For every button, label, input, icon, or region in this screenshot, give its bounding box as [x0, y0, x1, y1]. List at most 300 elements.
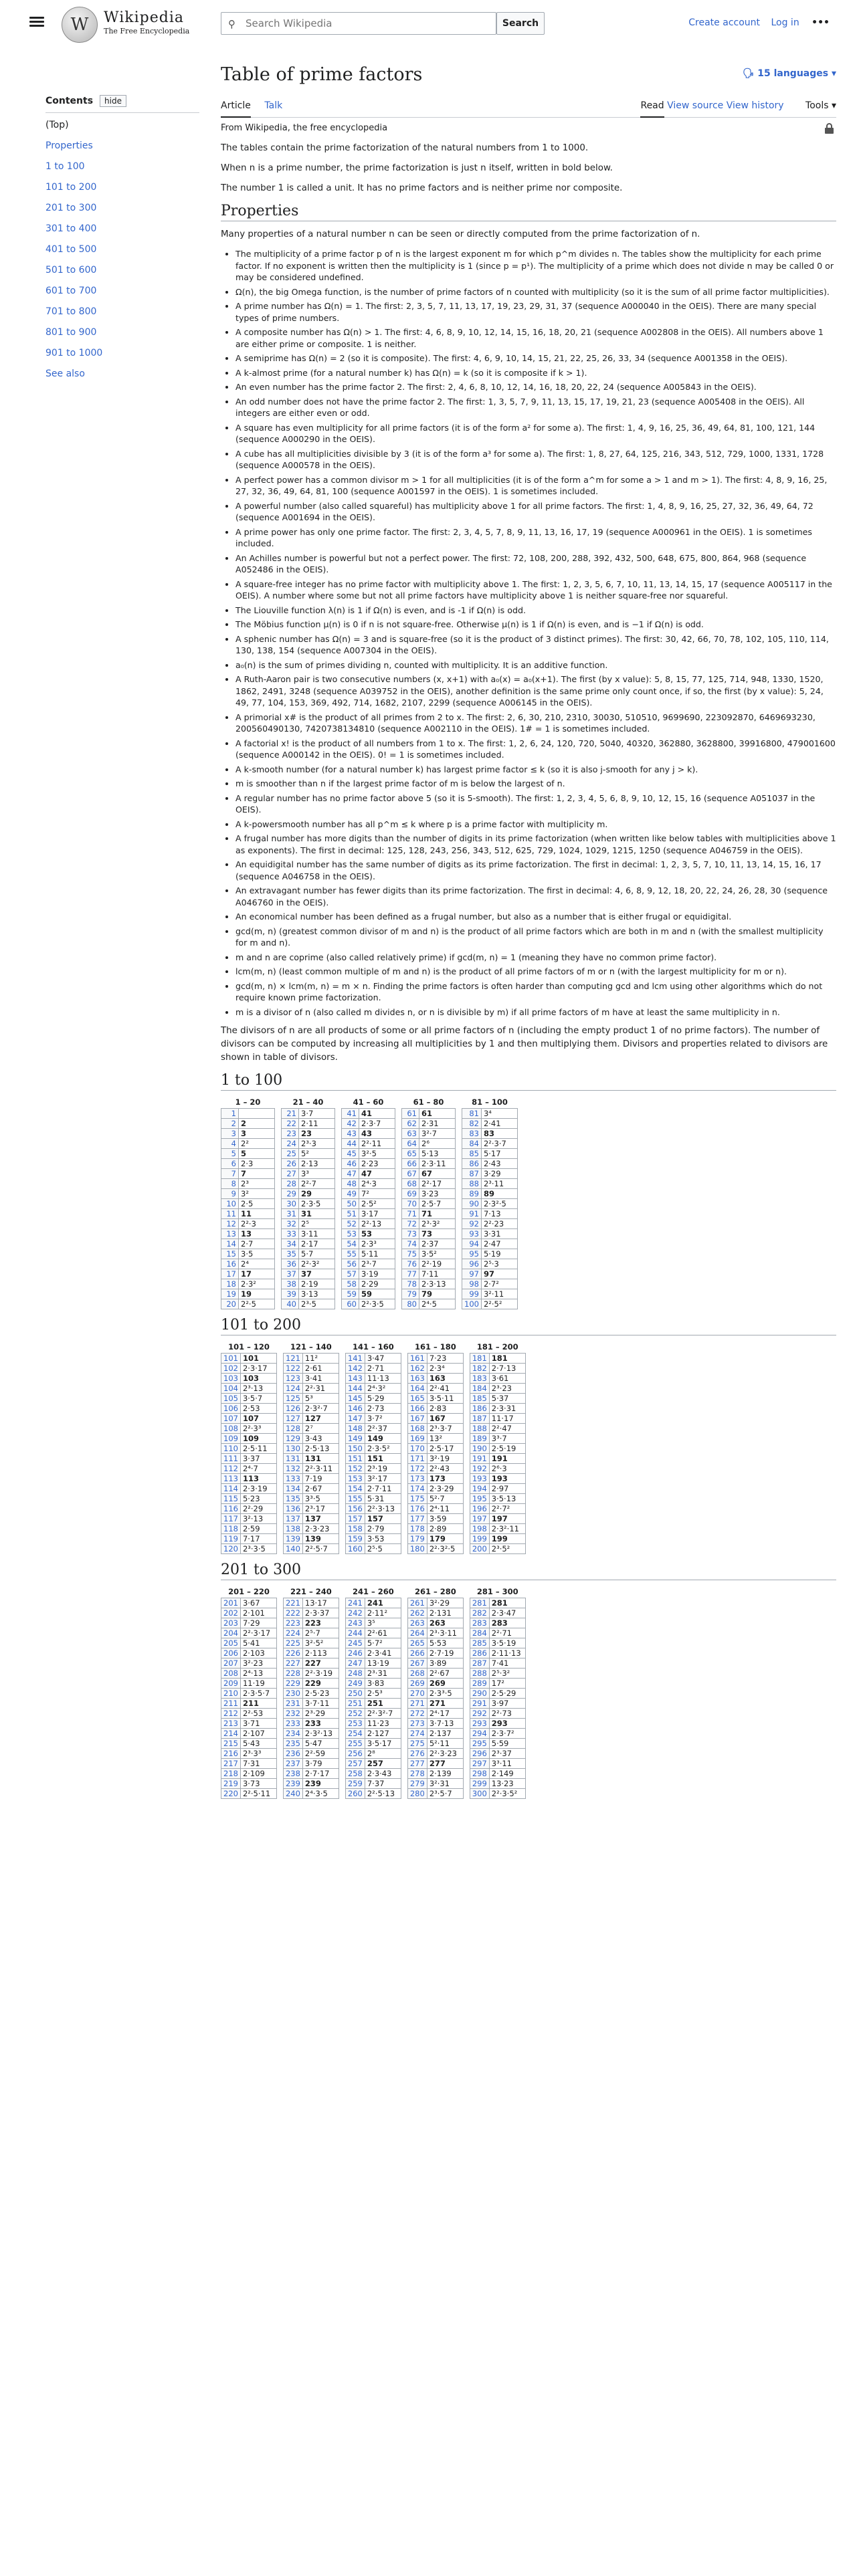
number-cell[interactable]: 215 — [221, 1739, 241, 1749]
number-cell[interactable]: 100 — [462, 1299, 482, 1309]
number-cell[interactable]: 101 — [221, 1354, 241, 1364]
toc-item[interactable]: 101 to 200 — [45, 182, 97, 193]
number-cell[interactable]: 236 — [283, 1749, 302, 1759]
number-cell[interactable]: 257 — [345, 1759, 365, 1769]
number-cell[interactable]: 121 — [283, 1354, 302, 1364]
number-cell[interactable]: 189 — [470, 1434, 489, 1444]
number-cell[interactable]: 248 — [345, 1669, 365, 1679]
toc-item[interactable]: See also — [45, 368, 85, 379]
number-cell[interactable]: 96 — [462, 1259, 482, 1269]
number-cell[interactable]: 35 — [282, 1249, 299, 1259]
tab-article[interactable]: Article — [221, 100, 251, 118]
number-cell[interactable]: 141 — [345, 1354, 365, 1364]
number-cell[interactable]: 193 — [470, 1474, 489, 1484]
number-cell[interactable]: 37 — [282, 1269, 299, 1279]
number-cell[interactable]: 200 — [470, 1544, 489, 1554]
number-cell[interactable]: 166 — [407, 1404, 427, 1414]
number-cell[interactable]: 88 — [462, 1179, 482, 1189]
tab-read[interactable]: Read — [640, 100, 664, 118]
wordmark[interactable] — [104, 9, 189, 35]
number-cell[interactable]: 260 — [345, 1789, 365, 1799]
number-cell[interactable]: 281 — [470, 1598, 489, 1608]
number-cell[interactable]: 297 — [470, 1759, 489, 1769]
number-cell[interactable]: 125 — [283, 1394, 302, 1404]
number-cell[interactable]: 148 — [345, 1424, 365, 1434]
number-cell[interactable]: 207 — [221, 1658, 241, 1669]
toc-item[interactable]: Properties — [45, 140, 93, 151]
number-cell[interactable]: 280 — [407, 1789, 427, 1799]
number-cell[interactable]: 177 — [407, 1514, 427, 1524]
number-cell[interactable]: 225 — [283, 1638, 302, 1648]
number-cell[interactable]: 204 — [221, 1628, 241, 1638]
number-cell[interactable]: 31 — [282, 1209, 299, 1219]
number-cell[interactable]: 203 — [221, 1618, 241, 1628]
number-cell[interactable]: 82 — [462, 1119, 482, 1129]
number-cell[interactable]: 16 — [221, 1259, 239, 1269]
number-cell[interactable]: 39 — [282, 1289, 299, 1299]
number-cell[interactable]: 76 — [402, 1259, 419, 1269]
number-cell[interactable]: 229 — [283, 1679, 302, 1689]
number-cell[interactable]: 52 — [342, 1219, 359, 1229]
number-cell[interactable]: 270 — [407, 1689, 427, 1699]
number-cell[interactable]: 201 — [221, 1598, 241, 1608]
number-cell[interactable]: 184 — [470, 1384, 489, 1394]
number-cell[interactable]: 81 — [462, 1109, 482, 1119]
number-cell[interactable]: 234 — [283, 1729, 302, 1739]
main-menu-icon[interactable] — [29, 15, 44, 28]
number-cell[interactable]: 296 — [470, 1749, 489, 1759]
wikipedia-logo[interactable]: W — [62, 7, 98, 43]
toc-item[interactable]: (Top) — [45, 120, 69, 130]
number-cell[interactable]: 131 — [283, 1454, 302, 1464]
number-cell[interactable]: 176 — [407, 1504, 427, 1514]
number-cell[interactable]: 299 — [470, 1779, 489, 1789]
number-cell[interactable]: 289 — [470, 1679, 489, 1689]
toc-item[interactable]: 301 to 400 — [45, 223, 97, 234]
number-cell[interactable]: 269 — [407, 1679, 427, 1689]
number-cell[interactable]: 195 — [470, 1494, 489, 1504]
number-cell[interactable]: 221 — [283, 1598, 302, 1608]
login-link[interactable]: Log in — [771, 17, 799, 28]
number-cell[interactable]: 67 — [402, 1169, 419, 1179]
number-cell[interactable]: 102 — [221, 1364, 241, 1374]
number-cell[interactable]: 261 — [407, 1598, 427, 1608]
number-cell[interactable]: 51 — [342, 1209, 359, 1219]
number-cell[interactable]: 2 — [221, 1119, 239, 1129]
number-cell[interactable]: 5 — [221, 1149, 239, 1159]
number-cell[interactable]: 108 — [221, 1424, 241, 1434]
number-cell[interactable]: 209 — [221, 1679, 241, 1689]
number-cell[interactable]: 74 — [402, 1239, 419, 1249]
number-cell[interactable]: 122 — [283, 1364, 302, 1374]
number-cell[interactable]: 54 — [342, 1239, 359, 1249]
number-cell[interactable]: 19 — [221, 1289, 239, 1299]
number-cell[interactable]: 134 — [283, 1484, 302, 1494]
number-cell[interactable]: 198 — [470, 1524, 489, 1534]
number-cell[interactable]: 110 — [221, 1444, 241, 1454]
number-cell[interactable]: 188 — [470, 1424, 489, 1434]
number-cell[interactable]: 246 — [345, 1648, 365, 1658]
number-cell[interactable]: 30 — [282, 1199, 299, 1209]
number-cell[interactable]: 50 — [342, 1199, 359, 1209]
number-cell[interactable]: 278 — [407, 1769, 427, 1779]
number-cell[interactable]: 271 — [407, 1699, 427, 1709]
number-cell[interactable]: 105 — [221, 1394, 241, 1404]
number-cell[interactable]: 173 — [407, 1474, 427, 1484]
number-cell[interactable]: 256 — [345, 1749, 365, 1759]
number-cell[interactable]: 267 — [407, 1658, 427, 1669]
number-cell[interactable]: 25 — [282, 1149, 299, 1159]
number-cell[interactable]: 7 — [221, 1169, 239, 1179]
number-cell[interactable]: 8 — [221, 1179, 239, 1189]
toc-hide-button[interactable]: hide — [100, 95, 126, 107]
number-cell[interactable]: 241 — [345, 1598, 365, 1608]
number-cell[interactable]: 161 — [407, 1354, 427, 1364]
number-cell[interactable]: 94 — [462, 1239, 482, 1249]
number-cell[interactable]: 129 — [283, 1434, 302, 1444]
toc-item[interactable]: 601 to 700 — [45, 286, 97, 296]
number-cell[interactable]: 275 — [407, 1739, 427, 1749]
number-cell[interactable]: 272 — [407, 1709, 427, 1719]
number-cell[interactable]: 73 — [402, 1229, 419, 1239]
number-cell[interactable]: 237 — [283, 1759, 302, 1769]
number-cell[interactable]: 28 — [282, 1179, 299, 1189]
number-cell[interactable]: 3 — [221, 1129, 239, 1139]
number-cell[interactable]: 167 — [407, 1414, 427, 1424]
number-cell[interactable]: 154 — [345, 1484, 365, 1494]
number-cell[interactable]: 235 — [283, 1739, 302, 1749]
number-cell[interactable]: 244 — [345, 1628, 365, 1638]
number-cell[interactable]: 138 — [283, 1524, 302, 1534]
tab-view-source[interactable]: View source — [667, 100, 724, 111]
number-cell[interactable]: 245 — [345, 1638, 365, 1648]
number-cell[interactable]: 139 — [283, 1534, 302, 1544]
number-cell[interactable]: 140 — [283, 1544, 302, 1554]
number-cell[interactable]: 41 — [342, 1109, 359, 1119]
number-cell[interactable]: 86 — [462, 1159, 482, 1169]
toc-item[interactable]: 701 to 800 — [45, 306, 97, 317]
number-cell[interactable]: 32 — [282, 1219, 299, 1229]
number-cell[interactable]: 290 — [470, 1689, 489, 1699]
number-cell[interactable]: 179 — [407, 1534, 427, 1544]
number-cell[interactable]: 147 — [345, 1414, 365, 1424]
number-cell[interactable]: 95 — [462, 1249, 482, 1259]
number-cell[interactable]: 137 — [283, 1514, 302, 1524]
number-cell[interactable]: 146 — [345, 1404, 365, 1414]
number-cell[interactable]: 60 — [342, 1299, 359, 1309]
number-cell[interactable]: 249 — [345, 1679, 365, 1689]
number-cell[interactable]: 145 — [345, 1394, 365, 1404]
number-cell[interactable]: 186 — [470, 1404, 489, 1414]
number-cell[interactable]: 152 — [345, 1464, 365, 1474]
number-cell[interactable]: 206 — [221, 1648, 241, 1658]
number-cell[interactable]: 42 — [342, 1119, 359, 1129]
number-cell[interactable]: 213 — [221, 1719, 241, 1729]
number-cell[interactable]: 258 — [345, 1769, 365, 1779]
number-cell[interactable]: 40 — [282, 1299, 299, 1309]
number-cell[interactable]: 169 — [407, 1434, 427, 1444]
number-cell[interactable]: 99 — [462, 1289, 482, 1299]
number-cell[interactable]: 90 — [462, 1199, 482, 1209]
number-cell[interactable]: 15 — [221, 1249, 239, 1259]
number-cell[interactable]: 181 — [470, 1354, 489, 1364]
number-cell[interactable]: 34 — [282, 1239, 299, 1249]
number-cell[interactable]: 210 — [221, 1689, 241, 1699]
number-cell[interactable]: 217 — [221, 1759, 241, 1769]
number-cell[interactable]: 53 — [342, 1229, 359, 1239]
number-cell[interactable]: 185 — [470, 1394, 489, 1404]
number-cell[interactable]: 64 — [402, 1139, 419, 1149]
number-cell[interactable]: 170 — [407, 1444, 427, 1454]
number-cell[interactable]: 103 — [221, 1374, 241, 1384]
number-cell[interactable]: 128 — [283, 1424, 302, 1434]
number-cell[interactable]: 20 — [221, 1299, 239, 1309]
number-cell[interactable]: 202 — [221, 1608, 241, 1618]
toc-item[interactable]: 501 to 600 — [45, 265, 97, 276]
number-cell[interactable]: 75 — [402, 1249, 419, 1259]
toc-item[interactable]: 901 to 1000 — [45, 348, 103, 358]
toc-item[interactable]: 401 to 500 — [45, 244, 97, 255]
number-cell[interactable]: 239 — [283, 1779, 302, 1789]
number-cell[interactable]: 98 — [462, 1279, 482, 1289]
number-cell[interactable]: 230 — [283, 1689, 302, 1699]
number-cell[interactable]: 197 — [470, 1514, 489, 1524]
number-cell[interactable]: 144 — [345, 1384, 365, 1394]
number-cell[interactable]: 127 — [283, 1414, 302, 1424]
number-cell[interactable]: 97 — [462, 1269, 482, 1279]
number-cell[interactable]: 62 — [402, 1119, 419, 1129]
number-cell[interactable]: 196 — [470, 1504, 489, 1514]
number-cell[interactable]: 132 — [283, 1464, 302, 1474]
number-cell[interactable]: 182 — [470, 1364, 489, 1374]
number-cell[interactable]: 266 — [407, 1648, 427, 1658]
number-cell[interactable]: 118 — [221, 1524, 241, 1534]
number-cell[interactable]: 268 — [407, 1669, 427, 1679]
number-cell[interactable]: 78 — [402, 1279, 419, 1289]
number-cell[interactable]: 265 — [407, 1638, 427, 1648]
number-cell[interactable]: 227 — [283, 1658, 302, 1669]
number-cell[interactable]: 29 — [282, 1189, 299, 1199]
number-cell[interactable]: 14 — [221, 1239, 239, 1249]
number-cell[interactable]: 106 — [221, 1404, 241, 1414]
toc-item[interactable]: 201 to 300 — [45, 203, 97, 213]
number-cell[interactable]: 115 — [221, 1494, 241, 1504]
number-cell[interactable]: 233 — [283, 1719, 302, 1729]
number-cell[interactable]: 123 — [283, 1374, 302, 1384]
number-cell[interactable]: 9 — [221, 1189, 239, 1199]
number-cell[interactable]: 253 — [345, 1719, 365, 1729]
number-cell[interactable]: 238 — [283, 1769, 302, 1779]
number-cell[interactable]: 293 — [470, 1719, 489, 1729]
number-cell[interactable]: 124 — [283, 1384, 302, 1394]
number-cell[interactable]: 191 — [470, 1454, 489, 1464]
number-cell[interactable]: 130 — [283, 1444, 302, 1454]
number-cell[interactable]: 300 — [470, 1789, 489, 1799]
number-cell[interactable]: 23 — [282, 1129, 299, 1139]
number-cell[interactable]: 232 — [283, 1709, 302, 1719]
number-cell[interactable]: 55 — [342, 1249, 359, 1259]
number-cell[interactable]: 262 — [407, 1608, 427, 1618]
number-cell[interactable]: 117 — [221, 1514, 241, 1524]
search-input[interactable] — [244, 17, 445, 30]
number-cell[interactable]: 12 — [221, 1219, 239, 1229]
number-cell[interactable]: 199 — [470, 1534, 489, 1544]
number-cell[interactable]: 291 — [470, 1699, 489, 1709]
number-cell[interactable]: 126 — [283, 1404, 302, 1414]
number-cell[interactable]: 79 — [402, 1289, 419, 1299]
number-cell[interactable]: 288 — [470, 1669, 489, 1679]
number-cell[interactable]: 26 — [282, 1159, 299, 1169]
number-cell[interactable]: 43 — [342, 1129, 359, 1139]
number-cell[interactable]: 17 — [221, 1269, 239, 1279]
number-cell[interactable]: 164 — [407, 1384, 427, 1394]
number-cell[interactable]: 48 — [342, 1179, 359, 1189]
number-cell[interactable]: 46 — [342, 1159, 359, 1169]
number-cell[interactable]: 214 — [221, 1729, 241, 1739]
number-cell[interactable]: 143 — [345, 1374, 365, 1384]
number-cell[interactable]: 255 — [345, 1739, 365, 1749]
number-cell[interactable]: 287 — [470, 1658, 489, 1669]
number-cell[interactable]: 113 — [221, 1474, 241, 1484]
number-cell[interactable]: 135 — [283, 1494, 302, 1504]
number-cell[interactable]: 205 — [221, 1638, 241, 1648]
number-cell[interactable]: 178 — [407, 1524, 427, 1534]
number-cell[interactable]: 38 — [282, 1279, 299, 1289]
number-cell[interactable]: 174 — [407, 1484, 427, 1494]
number-cell[interactable]: 286 — [470, 1648, 489, 1658]
number-cell[interactable]: 1 — [221, 1109, 239, 1119]
number-cell[interactable]: 107 — [221, 1414, 241, 1424]
number-cell[interactable]: 273 — [407, 1719, 427, 1729]
number-cell[interactable]: 11 — [221, 1209, 239, 1219]
number-cell[interactable]: 285 — [470, 1638, 489, 1648]
number-cell[interactable]: 277 — [407, 1759, 427, 1769]
number-cell[interactable]: 153 — [345, 1474, 365, 1484]
number-cell[interactable]: 13 — [221, 1229, 239, 1239]
number-cell[interactable]: 283 — [470, 1618, 489, 1628]
number-cell[interactable]: 114 — [221, 1484, 241, 1494]
tab-view-history[interactable]: View history — [726, 100, 784, 111]
number-cell[interactable]: 92 — [462, 1219, 482, 1229]
number-cell[interactable]: 175 — [407, 1494, 427, 1504]
number-cell[interactable]: 58 — [342, 1279, 359, 1289]
number-cell[interactable]: 171 — [407, 1454, 427, 1464]
number-cell[interactable]: 66 — [402, 1159, 419, 1169]
number-cell[interactable]: 284 — [470, 1628, 489, 1638]
number-cell[interactable]: 168 — [407, 1424, 427, 1434]
number-cell[interactable]: 187 — [470, 1414, 489, 1424]
number-cell[interactable]: 136 — [283, 1504, 302, 1514]
number-cell[interactable]: 72 — [402, 1219, 419, 1229]
number-cell[interactable]: 57 — [342, 1269, 359, 1279]
number-cell[interactable]: 6 — [221, 1159, 239, 1169]
number-cell[interactable]: 157 — [345, 1514, 365, 1524]
number-cell[interactable]: 119 — [221, 1534, 241, 1544]
number-cell[interactable]: 194 — [470, 1484, 489, 1494]
number-cell[interactable]: 24 — [282, 1139, 299, 1149]
number-cell[interactable]: 142 — [345, 1364, 365, 1374]
number-cell[interactable]: 149 — [345, 1434, 365, 1444]
number-cell[interactable]: 70 — [402, 1199, 419, 1209]
number-cell[interactable]: 85 — [462, 1149, 482, 1159]
more-options-icon[interactable]: ••• — [812, 17, 830, 28]
number-cell[interactable]: 282 — [470, 1608, 489, 1618]
search-button[interactable]: Search — [496, 12, 545, 35]
number-cell[interactable]: 274 — [407, 1729, 427, 1739]
number-cell[interactable]: 163 — [407, 1374, 427, 1384]
number-cell[interactable]: 192 — [470, 1464, 489, 1474]
language-button[interactable]: 🗣 15 languages ▾ — [742, 68, 836, 79]
number-cell[interactable]: 252 — [345, 1709, 365, 1719]
number-cell[interactable]: 156 — [345, 1504, 365, 1514]
number-cell[interactable]: 133 — [283, 1474, 302, 1484]
number-cell[interactable]: 247 — [345, 1658, 365, 1669]
number-cell[interactable]: 151 — [345, 1454, 365, 1464]
number-cell[interactable]: 56 — [342, 1259, 359, 1269]
number-cell[interactable]: 295 — [470, 1739, 489, 1749]
tab-tools[interactable]: Tools ▾ — [805, 100, 836, 111]
number-cell[interactable]: 21 — [282, 1109, 299, 1119]
number-cell[interactable]: 276 — [407, 1749, 427, 1759]
toc-item[interactable]: 1 to 100 — [45, 161, 85, 172]
number-cell[interactable]: 63 — [402, 1129, 419, 1139]
number-cell[interactable]: 80 — [402, 1299, 419, 1309]
create-account-link[interactable]: Create account — [688, 17, 761, 28]
number-cell[interactable]: 190 — [470, 1444, 489, 1454]
number-cell[interactable]: 89 — [462, 1189, 482, 1199]
number-cell[interactable]: 83 — [462, 1129, 482, 1139]
number-cell[interactable]: 65 — [402, 1149, 419, 1159]
number-cell[interactable]: 228 — [283, 1669, 302, 1679]
number-cell[interactable]: 120 — [221, 1544, 241, 1554]
tab-talk[interactable]: Talk — [264, 100, 283, 111]
number-cell[interactable]: 222 — [283, 1608, 302, 1618]
number-cell[interactable]: 59 — [342, 1289, 359, 1299]
number-cell[interactable]: 158 — [345, 1524, 365, 1534]
number-cell[interactable]: 279 — [407, 1779, 427, 1789]
number-cell[interactable]: 259 — [345, 1779, 365, 1789]
number-cell[interactable]: 263 — [407, 1618, 427, 1628]
number-cell[interactable]: 208 — [221, 1669, 241, 1679]
number-cell[interactable]: 219 — [221, 1779, 241, 1789]
number-cell[interactable]: 112 — [221, 1464, 241, 1474]
number-cell[interactable]: 294 — [470, 1729, 489, 1739]
toc-item[interactable]: 801 to 900 — [45, 327, 97, 338]
number-cell[interactable]: 111 — [221, 1454, 241, 1464]
number-cell[interactable]: 251 — [345, 1699, 365, 1709]
number-cell[interactable]: 298 — [470, 1769, 489, 1779]
number-cell[interactable]: 84 — [462, 1139, 482, 1149]
number-cell[interactable]: 36 — [282, 1259, 299, 1269]
number-cell[interactable]: 10 — [221, 1199, 239, 1209]
number-cell[interactable]: 91 — [462, 1209, 482, 1219]
number-cell[interactable]: 47 — [342, 1169, 359, 1179]
number-cell[interactable]: 159 — [345, 1534, 365, 1544]
number-cell[interactable]: 22 — [282, 1119, 299, 1129]
number-cell[interactable]: 104 — [221, 1384, 241, 1394]
number-cell[interactable]: 27 — [282, 1169, 299, 1179]
number-cell[interactable]: 211 — [221, 1699, 241, 1709]
number-cell[interactable]: 218 — [221, 1769, 241, 1779]
number-cell[interactable]: 216 — [221, 1749, 241, 1759]
number-cell[interactable]: 183 — [470, 1374, 489, 1384]
number-cell[interactable]: 4 — [221, 1139, 239, 1149]
number-cell[interactable]: 69 — [402, 1189, 419, 1199]
number-cell[interactable]: 116 — [221, 1504, 241, 1514]
number-cell[interactable]: 165 — [407, 1394, 427, 1404]
number-cell[interactable]: 224 — [283, 1628, 302, 1638]
number-cell[interactable]: 231 — [283, 1699, 302, 1709]
